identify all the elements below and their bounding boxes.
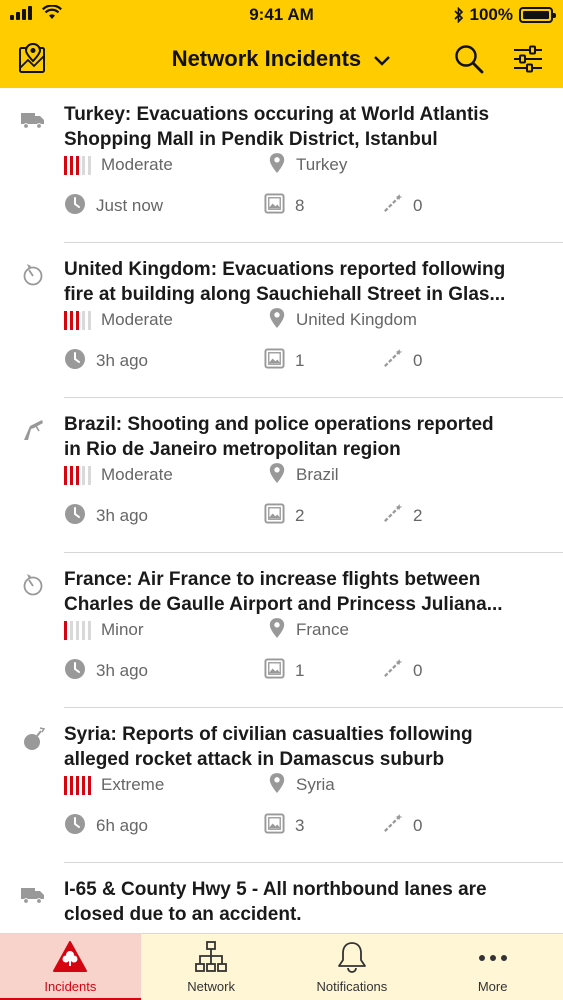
tab-label: Incidents [44, 979, 97, 994]
fire-icon [20, 261, 46, 287]
incident-title-line: fire at building along Sauchiehall Street in Glas... [64, 283, 506, 305]
link-wand-icon [382, 813, 403, 839]
severity-label: Moderate [101, 465, 173, 484]
link-count: 0 [413, 816, 423, 835]
time-label: 3h ago [96, 661, 148, 680]
time-label: 3h ago [96, 506, 148, 525]
severity-bars-icon [64, 465, 91, 485]
tab-network[interactable] [141, 934, 282, 1000]
incident-title-line: Turkey: Evacuations occuring at World Atlantis [64, 104, 490, 125]
incident-item[interactable] [0, 553, 563, 708]
bluetooth-icon [454, 7, 464, 23]
tab-label: Notifications [316, 979, 388, 994]
more-dots-icon [475, 940, 511, 974]
incident-title [64, 103, 550, 152]
incident-title [64, 723, 550, 772]
incident-title-line: I-65 & County Hwy 5 - All northbound lanes are [64, 879, 487, 900]
severity-label: Moderate [101, 310, 173, 329]
severity-label: Extreme [101, 775, 165, 794]
image-count: 1 [295, 351, 305, 370]
time-label: 6h ago [96, 816, 148, 835]
tab-label: Network [187, 979, 235, 994]
location-pin-icon [268, 772, 286, 799]
incident-title-line: Charles de Gaulle Airport and Princess Juliana... [64, 593, 503, 615]
tab-label: More [477, 979, 508, 994]
severity-bars-icon [64, 155, 91, 175]
tab-more[interactable] [422, 934, 563, 1000]
image-icon [264, 348, 285, 374]
fire-icon [20, 571, 46, 597]
clock-icon [64, 658, 86, 685]
link-wand-icon [382, 503, 403, 529]
filter-sliders-icon[interactable] [511, 42, 545, 76]
nav-bar [0, 30, 563, 88]
network-icon [193, 940, 229, 974]
location-pin-icon [268, 307, 286, 334]
location-pin-icon [268, 462, 286, 489]
location-label: Syria [296, 775, 335, 794]
severity-bars-icon [64, 775, 91, 795]
incident-title-line: Shopping Mall in Pendik District, Istanbul [64, 128, 438, 150]
location-label: France [296, 620, 349, 639]
incident-title-line: France: Air France to increase flights between [64, 569, 481, 590]
chevron-down-icon [373, 54, 391, 66]
image-count: 1 [295, 661, 305, 680]
image-icon [264, 658, 285, 684]
incident-title-line: Syria: Reports of civilian casualties following [64, 724, 473, 745]
clock-icon [64, 503, 86, 530]
incident-title [64, 878, 550, 927]
incident-title-line: in Rio de Janeiro metropolitan region [64, 438, 401, 460]
severity-label: Moderate [101, 155, 173, 174]
location-pin-icon [268, 152, 286, 179]
image-count: 2 [295, 506, 305, 525]
location-label: United Kingdom [296, 310, 417, 329]
clock-icon [64, 193, 86, 220]
status-time: 9:41 AM [249, 5, 314, 24]
image-icon [264, 503, 285, 529]
incident-list[interactable] [0, 88, 563, 933]
incident-title-line: alleged rocket attack in Damascus suburb [64, 748, 445, 770]
search-icon[interactable] [452, 42, 486, 76]
page-title: Network Incidents [171, 46, 362, 71]
gun-icon [20, 416, 46, 442]
header [0, 0, 563, 88]
link-count: 2 [413, 506, 423, 525]
link-wand-icon [382, 658, 403, 684]
time-label: Just now [96, 196, 164, 215]
image-icon [264, 813, 285, 839]
link-wand-icon [382, 348, 403, 374]
truck-icon [20, 106, 46, 132]
link-count: 0 [413, 196, 423, 215]
incident-item[interactable] [0, 243, 563, 398]
incident-title-line: United Kingdom: Evacuations reported following [64, 259, 506, 280]
incident-title-line: closed due to an accident. [64, 903, 302, 925]
link-count: 0 [413, 351, 423, 370]
severity-label: Minor [101, 620, 144, 639]
incident-item[interactable] [0, 708, 563, 863]
incident-item[interactable] [0, 398, 563, 553]
tab-notifications[interactable] [282, 934, 423, 1000]
incident-title [64, 258, 550, 307]
tab-incidents[interactable] [0, 934, 141, 1000]
location-label: Turkey [296, 155, 348, 174]
incident-item[interactable] [0, 863, 563, 933]
link-count: 0 [413, 661, 423, 680]
severity-bars-icon [64, 620, 91, 640]
battery-percent: 100% [469, 5, 513, 24]
bell-icon [334, 940, 370, 974]
clock-icon [64, 348, 86, 375]
incidents-warning-icon [52, 940, 88, 974]
location-pin-icon [268, 617, 286, 644]
image-icon [264, 193, 285, 219]
incident-title [64, 413, 550, 462]
location-label: Brazil [296, 465, 339, 484]
bomb-icon [20, 726, 46, 752]
incident-title-line: Brazil: Shooting and police operations reported [64, 414, 494, 435]
battery-icon [519, 7, 553, 23]
truck-icon [20, 881, 46, 907]
clock-icon [64, 813, 86, 840]
tab-bar [0, 933, 563, 1000]
incident-title [64, 568, 550, 617]
link-wand-icon [382, 193, 403, 219]
time-label: 3h ago [96, 351, 148, 370]
status-bar [0, 0, 563, 30]
severity-bars-icon [64, 310, 91, 330]
incident-item[interactable] [0, 88, 563, 243]
image-count: 8 [295, 196, 305, 215]
image-count: 3 [295, 816, 305, 835]
